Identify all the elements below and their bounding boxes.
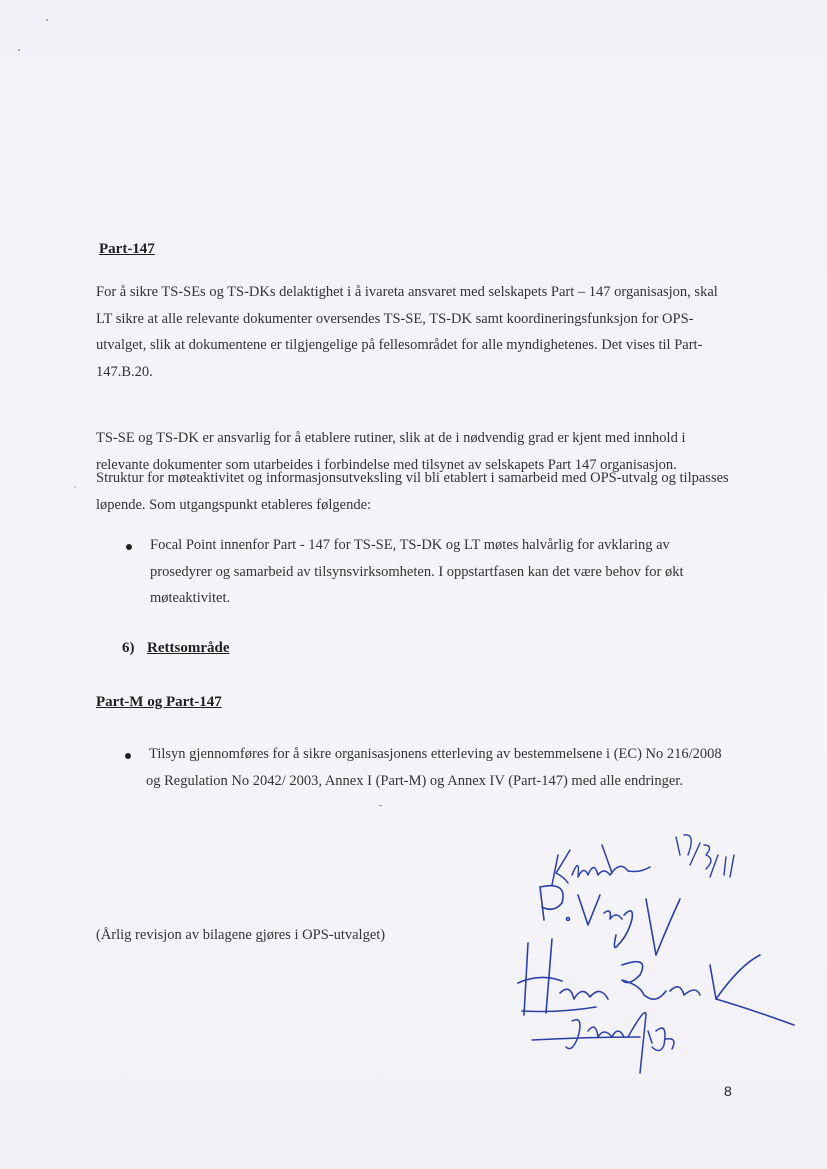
signature-1 bbox=[552, 845, 650, 885]
handwritten-signatures bbox=[500, 815, 810, 1080]
signature-2 bbox=[540, 886, 680, 955]
paragraph-1: For å sikre TS-SEs og TS-DKs delaktighet i å ivareta ansvaret med selskapets Part – 147 organisasjon, skal LT sikre at alle relevante dokumenter oversendes TS-SE, TS-DK samt koordineringsfunksjon for OPS-utvalget, slik at dokumentene er tilgjengelige på fellesområdet for alle myndighetenes. Det vises til Part-147.B.20. bbox=[96, 284, 718, 380]
page-number: 8 bbox=[724, 1083, 732, 1099]
signature-4 bbox=[532, 1013, 674, 1073]
bullet-focal-point: Focal Point innenfor Part - 147 for TS-SE, TS-DK og LT møtes halvårlig for avklaring av prosedyrer og samarbeid av tilsynsvirksomheten. I oppstartfasen kan det være behov for økt møteaktivitet. bbox=[150, 537, 684, 606]
bullet-dot-2 bbox=[125, 753, 131, 759]
bullet-dot-1 bbox=[126, 544, 132, 550]
paragraph-2: TS-SE og TS-DK er ansvarlig for å etablere rutiner, slik at de i nødvendig grad er kjent med innhold i relevante dokumenter som utarbeides i forbindelse med tilsynet av selskapets Part 147 organisasjon. bbox=[96, 430, 686, 473]
heading-part-m-147: Part-M og Part-147 bbox=[96, 694, 222, 710]
handwritten-date bbox=[676, 835, 734, 877]
section-title: Rettsområde bbox=[147, 640, 230, 656]
revision-note: (Årlig revisjon av bilagene gjøres i OPS-utvalget) bbox=[96, 927, 386, 943]
bullet-tilsyn: Tilsyn gjennomføres for å sikre organisasjonens etterleving av bestemmelsene i (EC) No 216/2008 og Regulation No 2042/ 2003, Annex I (Part-M) og Annex IV (Part-147) med alle endringer. bbox=[146, 746, 722, 789]
paragraph-3: Struktur for møteaktivitet og informasjonsutveksling vil bli etablert i samarbeid med OPS-utvalg og tilpasses løpende. Som utgangspunkt etableres følgende: bbox=[96, 470, 729, 513]
section-number: 6) bbox=[122, 640, 135, 656]
heading-part-147: Part-147 bbox=[99, 241, 155, 257]
